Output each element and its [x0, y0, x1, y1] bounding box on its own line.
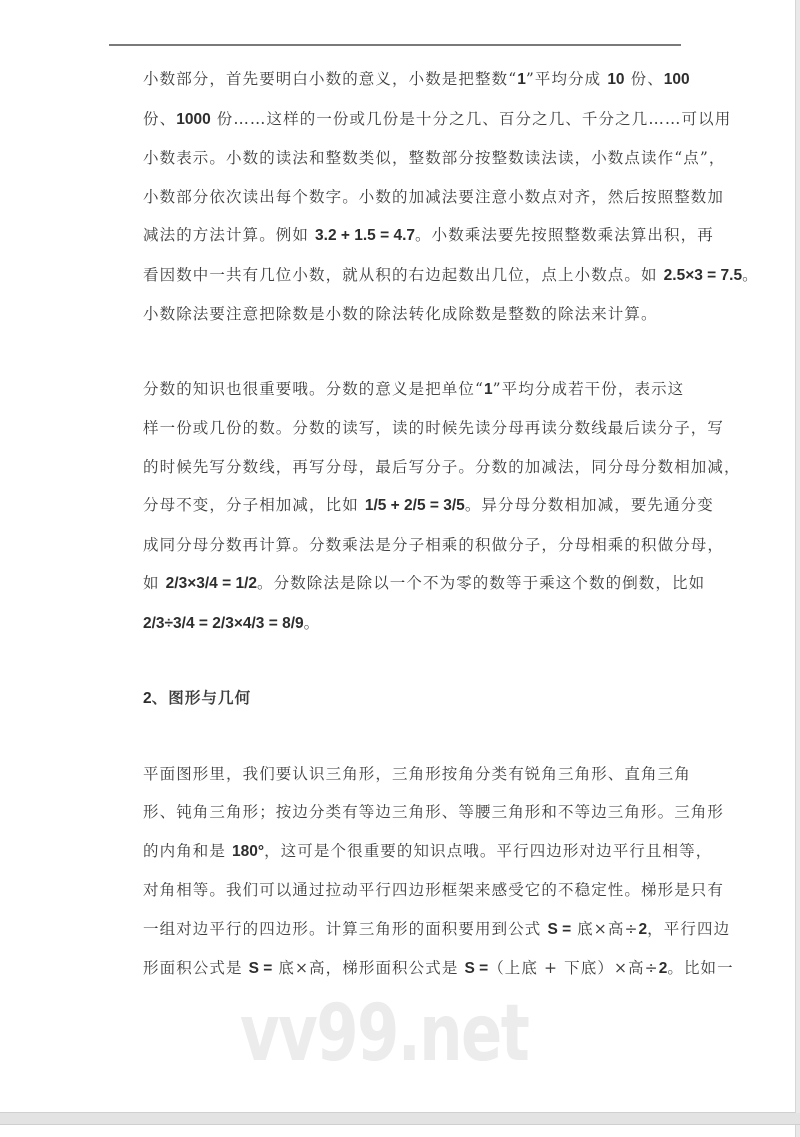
numeric-text: 1/5 + 2/5 = 3/5: [364, 497, 465, 514]
numeric-text: 100: [663, 71, 690, 88]
text-line: 小数表示。小数的读法和整数类似，整数部分按整数读法读，小数点读作“点”，: [143, 149, 726, 167]
paragraph-gap: [110, 334, 684, 370]
numeric-text: 2: [658, 960, 668, 977]
text-line: 分数的知识也很重要哦。分数的意义是把单位“1”平均分成若干份，表示这: [143, 379, 685, 398]
text-line: 小数部分，首先要明白小数的意义，小数是把整数“1”平均分成 10 份、100: [143, 70, 690, 88]
next-page-edge: [0, 1125, 796, 1137]
numeric-text: 1: [484, 380, 493, 398]
numeric-text: 180°: [232, 842, 265, 860]
text-line: 小数除法要注意把除数是小数的除法转化成除数是整数的除法来计算。: [143, 305, 658, 323]
numeric-text: 2.5×3 = 7.5: [663, 266, 743, 284]
numeric-text: 2/3÷3/4 = 2/3×4/3 = 8/9: [143, 614, 304, 632]
text-line: 样一份或几份的数。分数的读写，读的时候先读分母再读分数线最后读分子，写: [143, 419, 725, 437]
numeric-text: 1000: [176, 110, 211, 128]
text-line: 的内角和是 180°，这可是个很重要的知识点哦。平行四边形对边平行且相等，: [143, 841, 713, 860]
text-line: 2/3÷3/4 = 2/3×4/3 = 8/9。: [143, 613, 321, 632]
text-line: 对角相等。我们可以通过拉动平行四边形框架来感受它的不稳定性。梯形是只有: [143, 881, 725, 899]
text-line: 看因数中一共有几位小数，就从积的右边起数出几位，点上小数点。如 2.5×3 = 7.5。: [143, 265, 759, 284]
paragraph-decimals: [110, 60, 759, 334]
numeric-text: 2/3×3/4 = 1/2: [165, 575, 257, 592]
text-line: 成同分母分数再计算。分数乘法是分子相乘的积做分子，分母相乘的积做分母，: [143, 535, 725, 554]
watermark: vv99.net: [240, 989, 529, 1079]
numeric-text: 3.2 + 1.5 = 4.7: [315, 227, 416, 244]
numeric-text: 10: [607, 71, 625, 88]
paragraph-gap: [110, 643, 684, 679]
text-line: 平面图形里，我们要认识三角形，三角形按角分类有锐角三角形、直角三角: [143, 764, 691, 783]
text-line: 形、钝角三角形；按边分类有等边三角形、等腰三角形和不等边三角形。三角形: [143, 803, 725, 821]
numeric-text: S =: [464, 960, 489, 977]
text-line: 如 2/3×3/4 = 1/2。分数除法是除以一个不为零的数等于乘这个数的倒数，比如: [143, 574, 706, 592]
document-body: [110, 60, 759, 989]
numeric-text: S =: [547, 920, 572, 938]
page-separator: [0, 1113, 800, 1125]
paragraph-fractions: [110, 370, 741, 644]
section-heading-geometry: 2、图形与几何: [143, 688, 252, 707]
text-line: 份、1000 份……这样的一份或几份是十分之几、百分之几、千分之几……可以用: [143, 109, 732, 128]
numeric-text: 2: [143, 690, 152, 707]
paragraph-geometry: [110, 755, 734, 989]
numeric-text: 1: [517, 71, 526, 88]
numeric-text: 2: [638, 920, 648, 938]
text-line: 形面积公式是 S = 底×高，梯形面积公式是 S =（上底 + 下底）×高÷2。比如一: [143, 959, 734, 977]
text-line: 的时候先写分数线，再写分母，最后写分子。分数的加减法，同分母分数相加减，: [143, 457, 741, 476]
header-rule: [109, 44, 681, 46]
text-line: 一组对边平行的四边形。计算三角形的面积要用到公式 S = 底×高÷2，平行四边: [143, 919, 731, 938]
numeric-text: S =: [248, 960, 273, 977]
text-line: 分母不变，分子相加减，比如 1/5 + 2/5 = 3/5。异分母分数相加减，要先通分变: [143, 496, 714, 514]
text-line: 减法的方法计算。例如 3.2 + 1.5 = 4.7。小数乘法要先按照整数乘法算出积，再: [143, 226, 714, 244]
paragraph-gap: [110, 719, 684, 755]
text-line: 小数部分依次读出每个数字。小数的加减法要注意小数点对齐，然后按照整数加: [143, 187, 725, 206]
